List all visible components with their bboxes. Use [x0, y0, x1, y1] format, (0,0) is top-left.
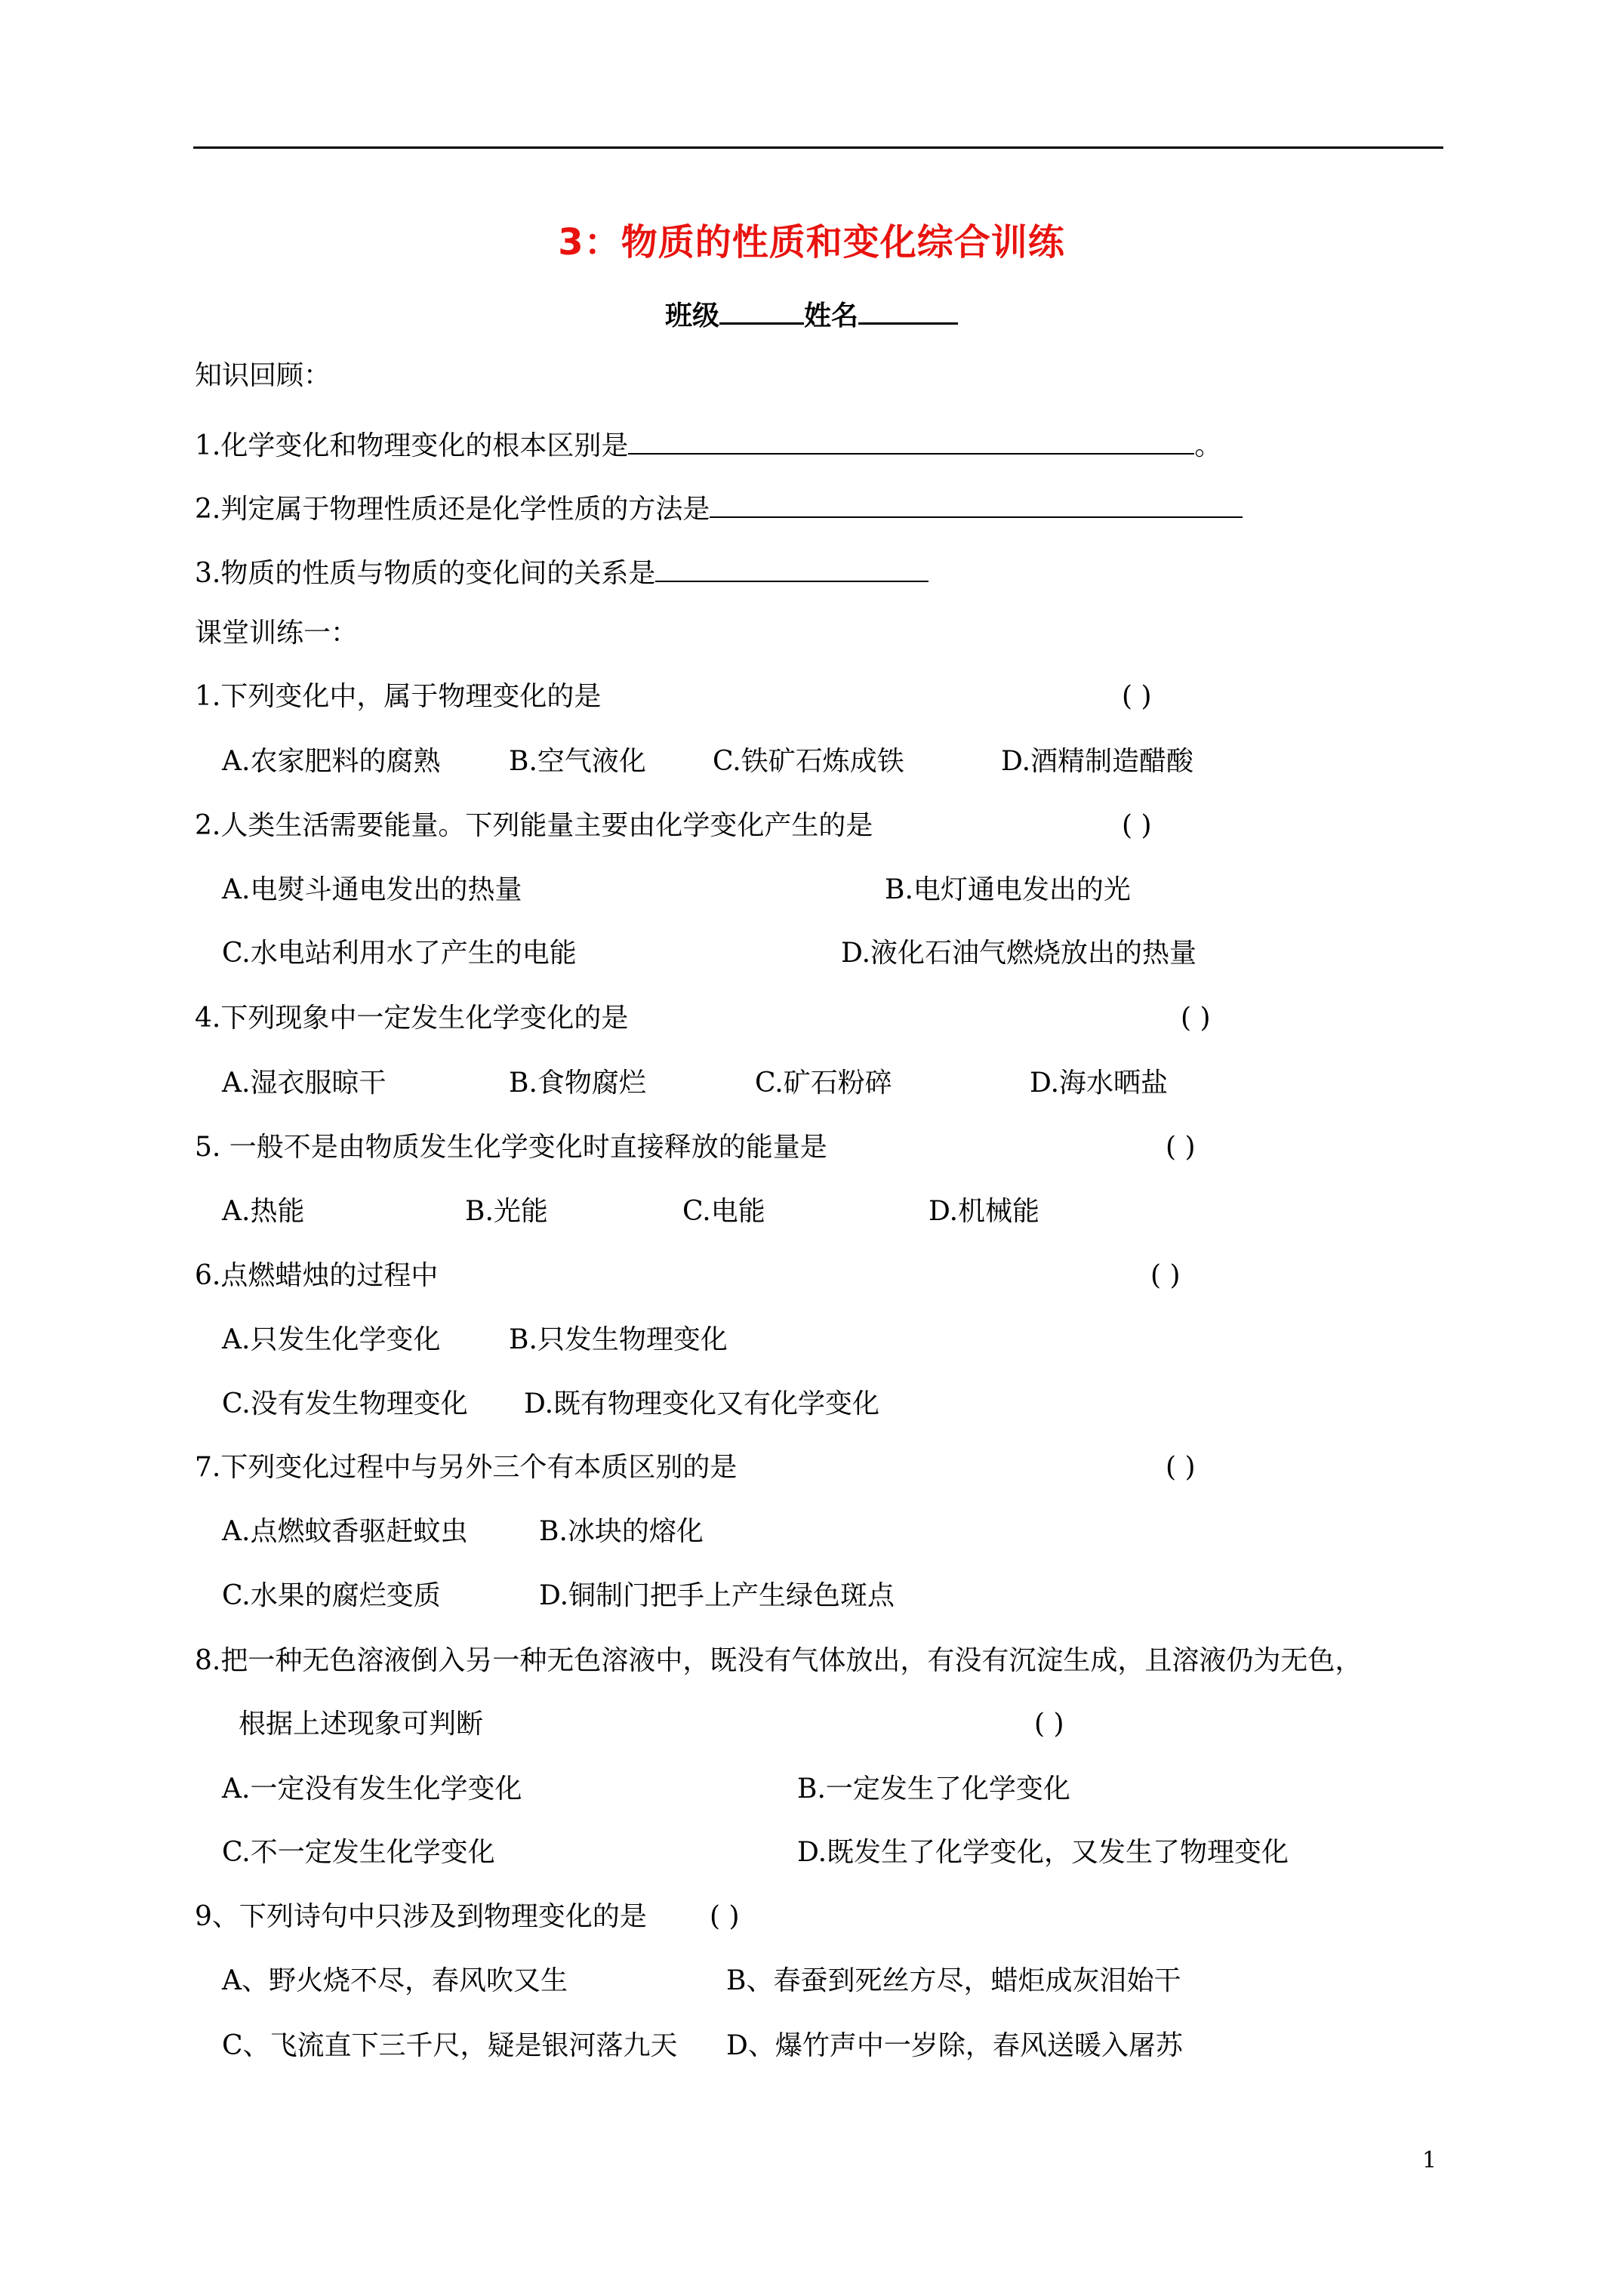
answer-blank[interactable]: [710, 488, 1243, 518]
option: C.水电站利用水了产生的电能: [222, 938, 577, 969]
answer-paren[interactable]: ( ): [1181, 1003, 1211, 1034]
option: A.电熨斗通电发出的热量: [222, 874, 522, 905]
option: A.点燃蚊香驱赶蚊虫: [222, 1516, 468, 1547]
question-stem: 4.下列现象中一定发生化学变化的是: [195, 1003, 629, 1034]
option: C.没有发生物理变化: [222, 1388, 468, 1419]
question-stem: 2.人类生活需要能量。下列能量主要由化学变化产生的是: [195, 810, 873, 841]
answer-paren[interactable]: ( ): [1122, 681, 1152, 712]
option: A.一定没有发生化学变化: [222, 1774, 522, 1804]
option: C、飞流直下三千尺，疑是银河落九天: [222, 2030, 678, 2061]
question-stem-continued: 根据上述现象可判断: [239, 1709, 484, 1740]
option: D、爆竹声中一岁除，春风送暖入屠苏: [726, 2030, 1183, 2061]
option: C.矿石粉碎: [755, 1068, 892, 1099]
option: B.食物腐烂: [509, 1068, 646, 1099]
option: B.冰块的熔化: [539, 1516, 704, 1547]
page-title: 3：物质的性质和变化综合训练: [558, 221, 1065, 264]
option: B、春蚕到死丝方尽，蜡炬成灰泪始干: [726, 1965, 1181, 1996]
review-item-3: 3.物质的性质与物质的变化间的关系是: [195, 552, 929, 590]
option: B.空气液化: [509, 746, 646, 777]
review-heading: 知识回顾：: [195, 360, 331, 391]
question-stem: 1.下列变化中，属于物理变化的是: [195, 681, 602, 712]
option: D.酒精制造醋酸: [1001, 746, 1194, 777]
student-info: [0, 294, 1623, 333]
answer-paren[interactable]: ( ): [710, 1901, 740, 1932]
option: D.机械能: [929, 1196, 1040, 1227]
option: C.铁矿石炼成铁: [713, 746, 904, 777]
review-item-1: 1.化学变化和物理变化的根本区别是 。: [195, 424, 1221, 463]
class-label: 班级: [664, 300, 719, 331]
question-stem: 8.把一种无色溶液倒入另一种无色溶液中，既没有气体放出，有没有沉淀生成，且溶液仍为无色，: [195, 1645, 1363, 1676]
option: B.电灯通电发出的光: [885, 874, 1131, 905]
option: C.不一定发生化学变化: [222, 1837, 495, 1868]
answer-paren[interactable]: ( ): [1034, 1709, 1064, 1740]
name-blank[interactable]: [858, 297, 958, 325]
question-stem: 9、下列诗句中只涉及到物理变化的是: [195, 1901, 647, 1932]
answer-blank[interactable]: [655, 552, 929, 582]
option: D.海水晒盐: [1030, 1068, 1169, 1099]
option: D.既有物理变化又有化学变化: [524, 1388, 880, 1419]
review-item-2: 2.判定属于物理性质还是化学性质的方法是: [195, 488, 1243, 526]
option: D.铜制门把手上产生绿色斑点: [539, 1580, 895, 1611]
option: B.一定发生了化学变化: [797, 1774, 1070, 1804]
name-label: 姓名: [804, 300, 859, 331]
answer-paren[interactable]: ( ): [1166, 1452, 1196, 1483]
option: A.只发生化学变化: [222, 1324, 441, 1355]
class-blank[interactable]: [719, 297, 804, 325]
practice-heading: 课堂训练一：: [195, 618, 359, 649]
answer-paren[interactable]: ( ): [1166, 1132, 1196, 1163]
option: A.热能: [222, 1196, 305, 1227]
option: C.水果的腐烂变质: [222, 1580, 441, 1611]
question-stem: 7.下列变化过程中与另外三个有本质区别的是: [195, 1452, 738, 1483]
option: A、野火烧不尽，春风吹又生: [222, 1965, 568, 1996]
option: D.液化石油气燃烧放出的热量: [841, 938, 1197, 969]
question-stem: 5. 一般不是由物质发生化学变化时直接释放的能量是: [195, 1132, 827, 1163]
question-stem: 6.点燃蜡烛的过程中: [195, 1260, 439, 1291]
answer-paren[interactable]: ( ): [1122, 810, 1152, 841]
option: A.农家肥料的腐熟: [222, 746, 441, 777]
option: C.电能: [682, 1196, 765, 1227]
page-number: 1: [1422, 2147, 1437, 2174]
header-rule: [193, 146, 1443, 149]
option: A.湿衣服晾干: [222, 1068, 387, 1099]
option: B.光能: [465, 1196, 548, 1227]
answer-blank[interactable]: [628, 424, 1194, 455]
answer-paren[interactable]: ( ): [1150, 1260, 1181, 1291]
option: D.既发生了化学变化，又发生了物理变化: [797, 1837, 1289, 1868]
option: B.只发生物理变化: [509, 1324, 728, 1355]
